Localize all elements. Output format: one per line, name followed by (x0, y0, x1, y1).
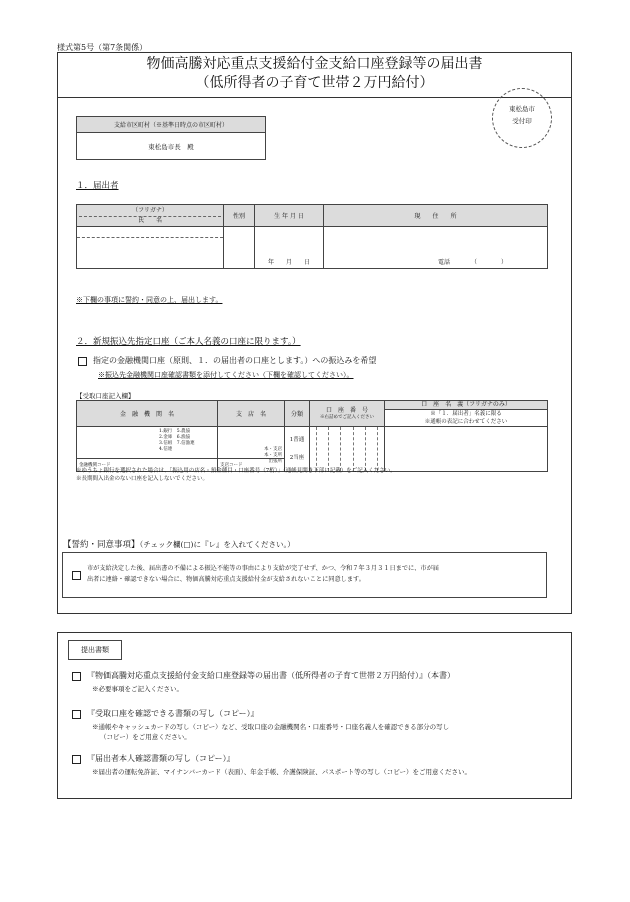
account-option-note: ※振込先金融機関口座確認書類を添付してください（下欄を確認してください）。 (98, 371, 354, 379)
branch-code-field[interactable]: 支店コード (218, 458, 284, 471)
account-option: 指定の金融機関口座（原則、１．の届出者の口座とします。）への振込みを希望 (78, 355, 376, 366)
title-divider (57, 97, 572, 98)
doc-item-2-checkbox[interactable] (72, 710, 81, 719)
pledge-checkbox[interactable] (72, 571, 81, 580)
bank-code-field[interactable]: 金融機関コード (77, 458, 217, 471)
documents-header: 提出書類 (68, 640, 122, 660)
account-type-field[interactable]: 1普通 2当座 (285, 427, 310, 472)
account-notes: ※ゆうちょ銀行を選択された場合は、「振込用の店名・預金種目・口座番号（7桁）」（通帳見開き下部に記載）をご記入ください。 ※長期間入出金のない口座を記入しないでください。 (76, 468, 396, 482)
birthdate-field[interactable]: 年 月 日 (255, 227, 324, 269)
account-option-checkbox[interactable] (78, 357, 87, 366)
holder-field[interactable] (385, 427, 548, 472)
municipality-box (76, 116, 266, 160)
pledge-heading: 【誓約・同意事項】（チェック欄(□)に『レ』を入れてください。） (63, 540, 295, 550)
bank-field[interactable] (77, 427, 218, 472)
gender-field[interactable] (224, 227, 255, 269)
pledge-box (62, 552, 547, 598)
bank-header: 金 融 機 関 名 (77, 401, 218, 427)
section1-title: １．届出者 (76, 181, 119, 191)
doc-item-3-checkbox[interactable] (72, 755, 81, 764)
municipality-header: 支給市区町村（※基準日時点の市区町村） (77, 117, 266, 133)
applicant-table (76, 204, 548, 269)
birthdate-header: 生 年 月 日 (255, 205, 324, 227)
reception-stamp: 東松島市 受付印 (492, 88, 552, 148)
doc-item-3: 『届出者本人確認書類の写し（コピー）』 ※届出者の運転免許証、マイナンバーカード（表面）、年金手帳、介護保険証、パスポート等の写し（コピー）をご用意ください。 (72, 753, 471, 776)
pledge-text: 市が支給決定した後、届出書の不備による振込不能等の事由により支給が完了せず、かつ、令和７年３月３１日までに、市が届 出者に連絡・確認できない場合に、物価高騰対応重点支援給付金が支給されないことに同意します。 (87, 565, 439, 583)
section2-title: ２．新規振込先指定口座（ご本人名義の口座に限ります。） (76, 337, 301, 347)
name-field[interactable] (77, 227, 224, 269)
gender-header: 性別 (224, 205, 255, 227)
address-field[interactable]: 電話 （ ） (324, 227, 548, 269)
bank-type-list: 1.銀行 5.農協 2.金庫 6.漁協 3.信組 7.信漁連 4.信連 (159, 429, 195, 452)
form-number: 様式第5号（第7条関係） (57, 43, 148, 52)
name-header: （フリガナ） 氏 名 (77, 205, 224, 227)
municipality-value: 東松島市長 殿 (77, 133, 266, 160)
account-number-field[interactable] (310, 427, 385, 472)
doc-item-1-checkbox[interactable] (72, 672, 81, 681)
branch-type-list: 本・支店 本・支所 出張所 (264, 447, 282, 464)
holder-header: 口 座 名 義（フリガナのみ） ※「１．届出者」名義に限る ※通帳の表記に合わせてください (385, 401, 548, 427)
page-title: 物価高騰対応重点支援給付金支給口座登録等の届出書 （低所得者の子育て世帯２万円給付） (146, 56, 483, 91)
branch-header: 支 店 名 (218, 401, 285, 427)
account-table (76, 400, 548, 472)
branch-field[interactable] (218, 427, 285, 472)
number-header: 口 座 番 号 ※右詰めでご記入ください (310, 401, 385, 427)
doc-item-2: 『受取口座を確認できる書類の写し（コピー）』 ※通帳やキャッシュカードの写し（コピー）など、受取口座の金融機関名・口座番号・口座名義人を確認できる部分の写し （コピー）をご用意ください。 (72, 708, 449, 742)
type-header: 分類 (285, 401, 310, 427)
doc-item-1: 『物価高騰対応重点支援給付金支給口座登録等の届出書（低所得者の子育て世帯２万円給付）』（本書） ※必要事項をご記入ください。 (72, 670, 455, 693)
address-header: 現 住 所 (324, 205, 548, 227)
account-label: 【受取口座記入欄】 (76, 392, 135, 400)
consent-note: ※下欄の事項に誓約・同意の上、届出します。 (76, 296, 223, 304)
